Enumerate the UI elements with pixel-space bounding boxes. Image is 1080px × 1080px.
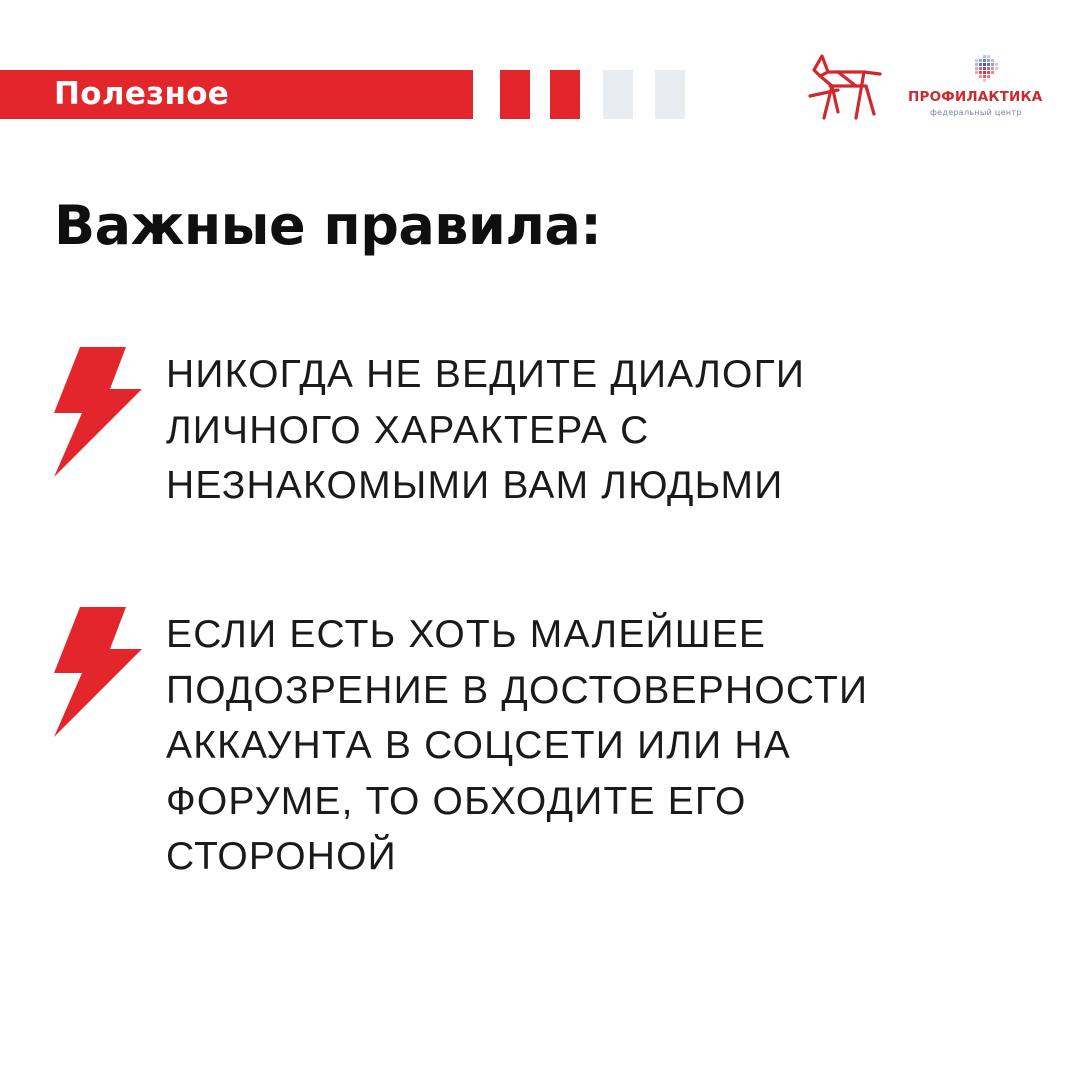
rule-item bbox=[0, 607, 1080, 907]
lightning-bolt-icon bbox=[50, 347, 142, 479]
horse-logo-icon bbox=[808, 52, 888, 124]
header-label: Полезное bbox=[54, 76, 230, 112]
decor-stripe-red-2 bbox=[550, 70, 580, 119]
lightning-bolt-icon bbox=[50, 607, 142, 739]
decor-stripe-red-1 bbox=[500, 70, 530, 119]
page-title: Важные правила: bbox=[54, 194, 602, 257]
logo-name: ПРОФИЛАКТИКА bbox=[908, 89, 1043, 105]
decor-stripe-grey-1 bbox=[603, 70, 633, 119]
rule-text: НИКОГДА НЕ ВЕДИТЕ ДИАЛОГИ ЛИЧНОГО ХАРАКТЕРА С НЕЗНАКОМЫМИ ВАМ ЛЮДЬМИ bbox=[166, 353, 806, 507]
rule-text: ЕСЛИ ЕСТЬ ХОТЬ МАЛЕЙШЕЕ ПОДОЗРЕНИЕ В ДОСТОВЕРНОСТИ АККАУНТА В СОЦСЕТИ ИЛИ НА ФОРУМЕ, ТО ОБХОДИТЕ ЕГО СТОРОНОЙ bbox=[166, 613, 869, 878]
decor-stripe-grey-2 bbox=[655, 70, 685, 119]
rule-item bbox=[0, 347, 1080, 517]
pixel-grid-logo-icon bbox=[972, 55, 1002, 85]
logo-subtitle: федеральный центр bbox=[930, 108, 1022, 117]
